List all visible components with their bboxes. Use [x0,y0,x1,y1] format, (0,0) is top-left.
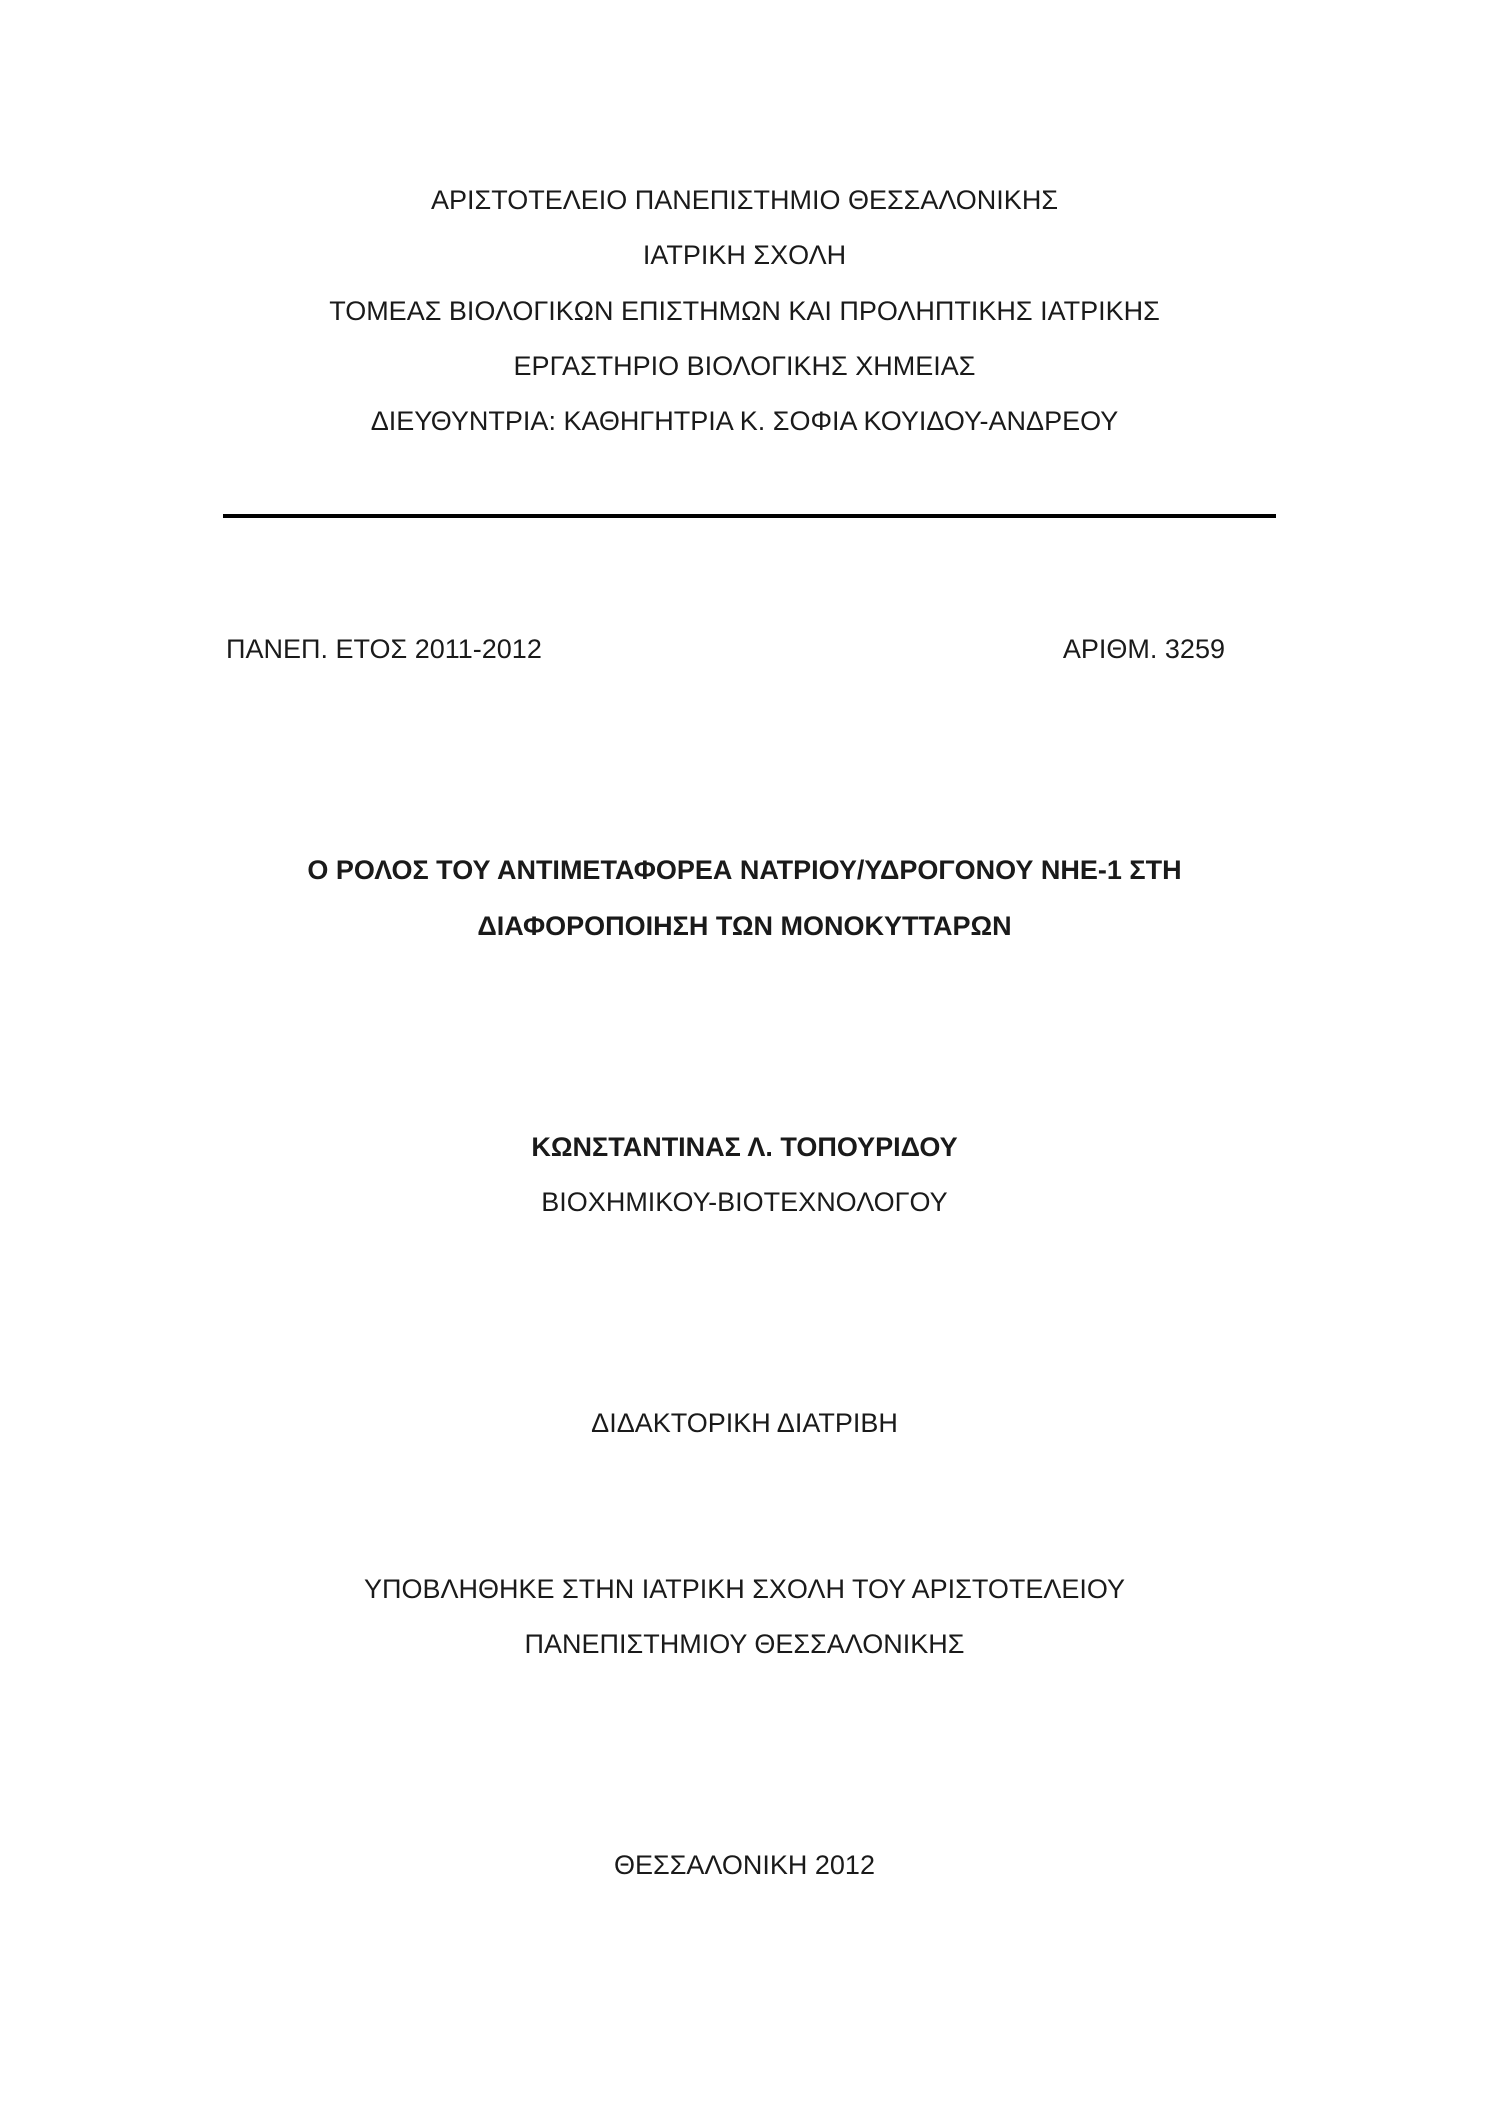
thesis-title-line-2: ΔΙΑΦΟΡΟΠΟΙΗΣΗ ΤΩΝ ΜΟΝΟΚΥΤΤΑΡΩΝ [477,911,1012,941]
document-type: ΔΙΔΑΚΤΟΡΙΚΗ ΔΙΑΤΡΙΒΗ [591,1408,898,1438]
submission-line-2: ΠΑΝΕΠΙΣΤΗΜΙΟΥ ΘΕΣΣΑΛΟΝΙΚΗΣ [524,1629,965,1659]
academic-year: ΠΑΝΕΠ. ΕΤΟΣ 2011-2012 [226,634,542,664]
author-profession: ΒΙΟΧΗΜΙΚΟΥ-ΒΙΟΤΕΧΝΟΛΟΓΟΥ [541,1187,948,1217]
school-name: ΙΑΤΡΙΚΗ ΣΧΟΛΗ [642,240,847,270]
director-line: ΔΙΕΥΘΥΝΤΡΙΑ: ΚΑΘΗΓΗΤΡΙΑ Κ. ΣΟΦΙΑ ΚΟΥΙΔΟΥ-ΑΝΔΡΕΟΥ [370,406,1119,436]
thesis-title-line-1: Ο ΡΟΛΟΣ ΤΟΥ ΑΝΤΙΜΕΤΑΦΟΡΕΑ ΝΑΤΡΙΟΥ/ΥΔΡΟΓΟΝΟΥ NHE-1 ΣΤΗ [307,855,1182,885]
document-number: ΑΡΙΘΜ. 3259 [1062,634,1225,664]
header-divider [223,514,1276,518]
university-name: ΑΡΙΣΤΟΤΕΛΕΙΟ ΠΑΝΕΠΙΣΤΗΜΙΟ ΘΕΣΣΑΛΟΝΙΚΗΣ [430,185,1059,215]
author-name: ΚΩΝΣΤΑΝΤΙΝΑΣ Λ. ΤΟΠΟΥΡΙΔΟΥ [531,1132,958,1162]
submission-line-1: ΥΠΟΒΛΗΘΗΚΕ ΣΤΗΝ ΙΑΤΡΙΚΗ ΣΧΟΛΗ ΤΟΥ ΑΡΙΣΤΟΤΕΛΕΙΟΥ [363,1574,1126,1604]
laboratory-name: ΕΡΓΑΣΤΗΡΙΟ ΒΙΟΛΟΓΙΚΗΣ ΧΗΜΕΙΑΣ [513,351,976,381]
department-name: ΤΟΜΕΑΣ ΒΙΟΛΟΓΙΚΩΝ ΕΠΙΣΤΗΜΩΝ ΚΑΙ ΠΡΟΛΗΠΤΙΚΗΣ ΙΑΤΡΙΚΗΣ [329,296,1160,326]
place-and-year: ΘΕΣΣΑΛΟΝΙΚΗ 2012 [614,1850,875,1880]
